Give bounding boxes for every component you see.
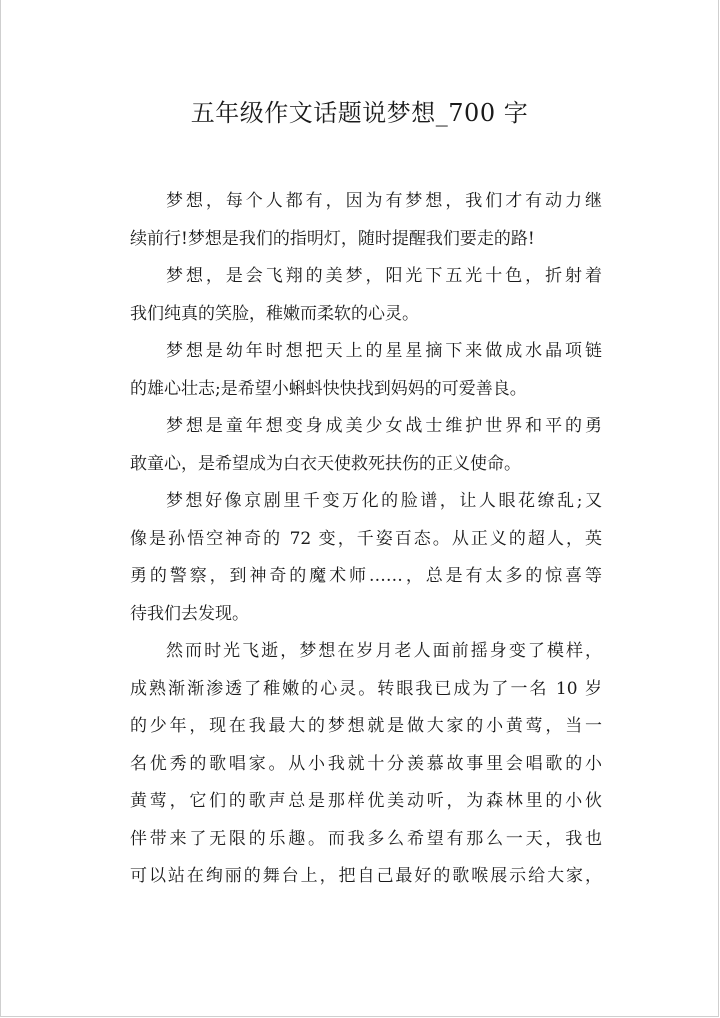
paragraph-line: 名优秀的歌唱家。从小我就十分羡慕故事里会唱歌的小 — [130, 753, 602, 774]
paragraph-line: 续前行!梦想是我们的指明灯，随时提醒我们要走的路! — [130, 228, 535, 249]
paragraph-line: 勇的警察，到神奇的魔术师……，总是有太多的惊喜等 — [130, 566, 602, 586]
paragraph — [130, 486, 602, 636]
paragraph-line: 梦想，每个人都有，因为有梦想，我们才有动力继 — [166, 191, 602, 211]
paragraph-line: 的少年，现在我最大的梦想就是做大家的小黄莺，当一 — [130, 716, 602, 736]
paragraph-line: 敢童心，是希望成为白衣天使救死扶伤的正义使命。 — [130, 453, 521, 474]
paragraph — [130, 636, 602, 899]
paragraph-line: 我们纯真的笑脸，稚嫩而柔软的心灵。 — [130, 303, 419, 324]
paragraph-line: 待我们去发现。 — [130, 603, 249, 624]
paragraph-line: 成熟渐渐渗透了稚嫩的心灵。转眼我已成为了一名 10 岁 — [130, 678, 602, 699]
paragraph — [130, 411, 602, 486]
paragraph-line: 伴带来了无限的乐趣。而我多么希望有那么一天，我也 — [130, 828, 602, 849]
paragraph-line: 梦想，是会飞翔的美梦，阳光下五光十色，折射着 — [166, 266, 602, 286]
paragraph-line: 梦想是幼年时想把天上的星星摘下来做成水晶项链 — [166, 341, 602, 361]
paragraph-line: 黄莺，它们的歌声总是那样优美动听，为森林里的小伙 — [130, 791, 602, 811]
paragraph-line: 像是孙悟空神奇的 72 变，千姿百态。从正义的超人，英 — [130, 528, 602, 549]
paragraph — [130, 186, 602, 261]
paragraph-line: 的雄心壮志;是希望小蝌蚪快快找到妈妈的可爱善良。 — [130, 378, 527, 399]
paragraph-line: 梦想好像京剧里千变万化的脸谱，让人眼花缭乱;又 — [166, 491, 602, 511]
paragraph-line: 可以站在绚丽的舞台上，把自己最好的歌喉展示给大家， — [130, 866, 602, 886]
paragraph — [130, 336, 602, 411]
paragraph — [130, 261, 602, 336]
document-title: 五年级作文话题说梦想_700 字 — [190, 99, 529, 127]
paragraph-line: 然而时光飞逝，梦想在岁月老人面前摇身变了模样， — [166, 641, 602, 661]
document-body — [130, 186, 602, 899]
paragraph-line: 梦想是童年想变身成美少女战士维护世界和平的勇 — [166, 416, 602, 436]
